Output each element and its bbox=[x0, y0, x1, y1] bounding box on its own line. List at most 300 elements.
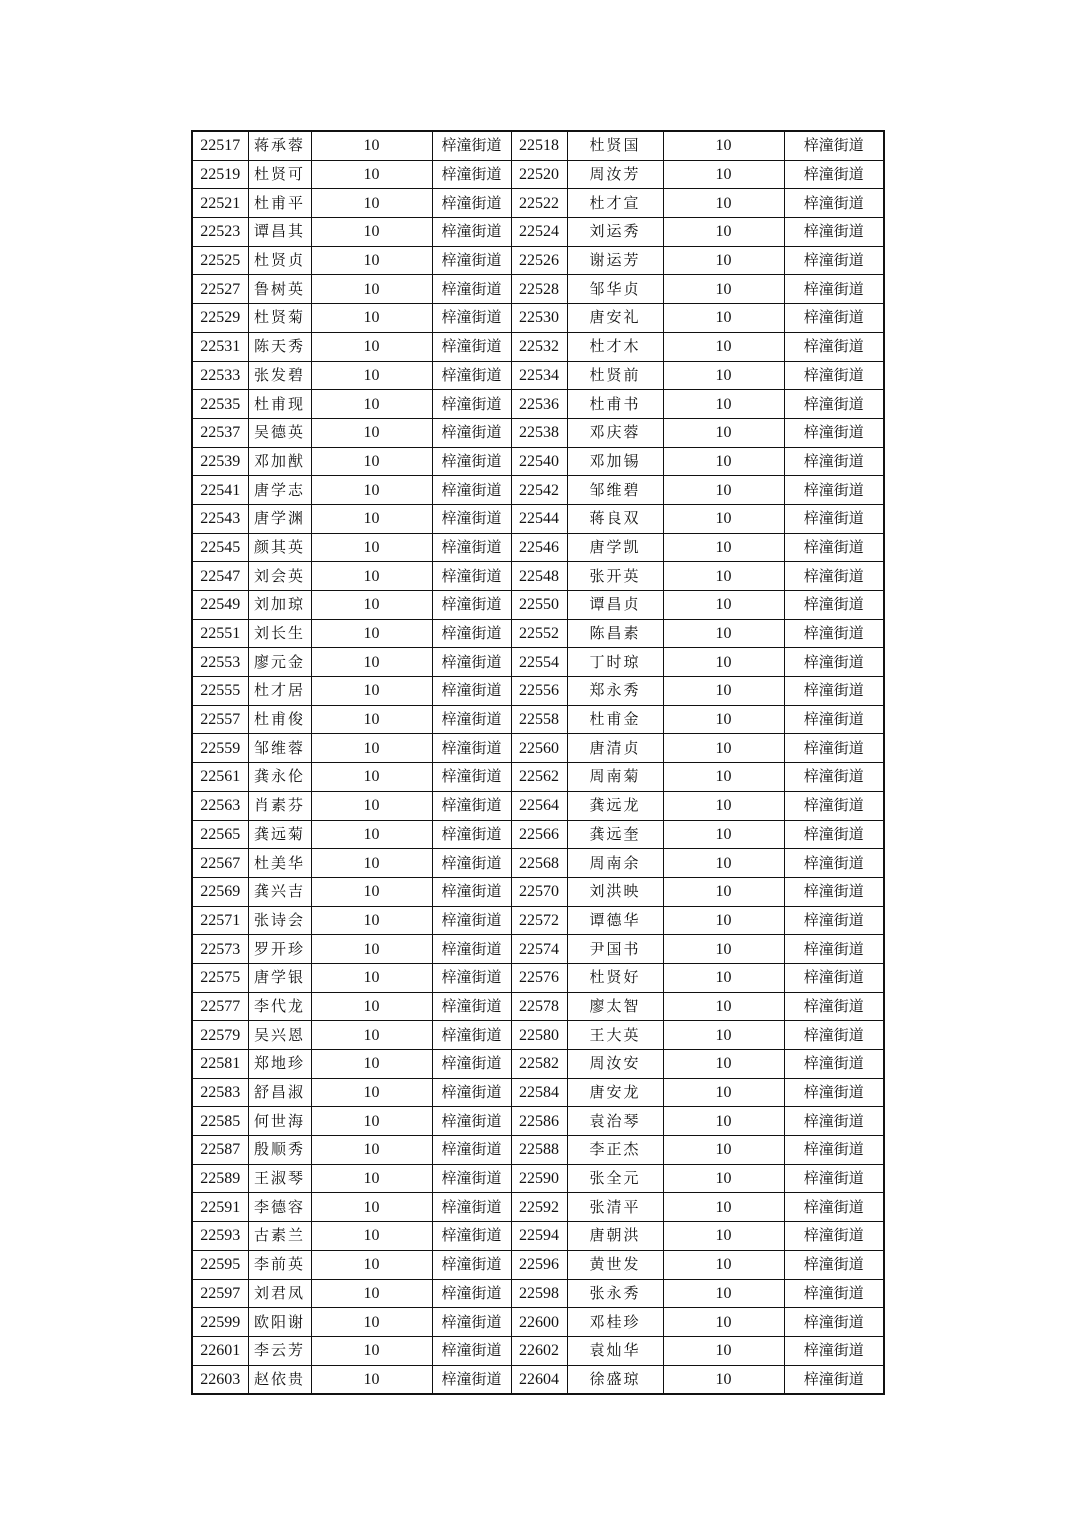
amount-value: 10 bbox=[311, 1136, 432, 1165]
street-name: 梓潼街道 bbox=[432, 275, 511, 304]
amount-value: 10 bbox=[663, 131, 784, 160]
record-number: 22598 bbox=[511, 1279, 567, 1308]
street-name: 梓潼街道 bbox=[784, 1136, 884, 1165]
amount-value: 10 bbox=[311, 591, 432, 620]
record-number: 22552 bbox=[511, 619, 567, 648]
record-number: 22534 bbox=[511, 361, 567, 390]
amount-value: 10 bbox=[663, 1107, 784, 1136]
person-name: 杜贤前 bbox=[567, 361, 663, 390]
record-number: 22582 bbox=[511, 1050, 567, 1079]
person-name: 周汝安 bbox=[567, 1050, 663, 1079]
record-number: 22578 bbox=[511, 992, 567, 1021]
street-name: 梓潼街道 bbox=[784, 1279, 884, 1308]
person-name: 杜才宣 bbox=[567, 189, 663, 218]
amount-value: 10 bbox=[311, 160, 432, 189]
amount-value: 10 bbox=[311, 418, 432, 447]
street-name: 梓潼街道 bbox=[432, 1193, 511, 1222]
street-name: 梓潼街道 bbox=[784, 963, 884, 992]
amount-value: 10 bbox=[311, 562, 432, 591]
table-row bbox=[192, 677, 884, 706]
street-name: 梓潼街道 bbox=[432, 1136, 511, 1165]
amount-value: 10 bbox=[311, 1164, 432, 1193]
person-name: 刘君凤 bbox=[248, 1279, 311, 1308]
street-name: 梓潼街道 bbox=[432, 218, 511, 247]
record-number: 22555 bbox=[192, 677, 248, 706]
amount-value: 10 bbox=[663, 648, 784, 677]
table-row bbox=[192, 246, 884, 275]
record-number: 22545 bbox=[192, 533, 248, 562]
street-name: 梓潼街道 bbox=[432, 504, 511, 533]
record-number: 22523 bbox=[192, 218, 248, 247]
street-name: 梓潼街道 bbox=[432, 705, 511, 734]
person-name: 丁时琼 bbox=[567, 648, 663, 677]
amount-value: 10 bbox=[311, 705, 432, 734]
street-name: 梓潼街道 bbox=[432, 849, 511, 878]
amount-value: 10 bbox=[311, 763, 432, 792]
amount-value: 10 bbox=[663, 1222, 784, 1251]
person-name: 鲁树英 bbox=[248, 275, 311, 304]
person-name: 刘会英 bbox=[248, 562, 311, 591]
street-name: 梓潼街道 bbox=[784, 218, 884, 247]
person-name: 张开英 bbox=[567, 562, 663, 591]
table-row bbox=[192, 533, 884, 562]
table-row bbox=[192, 275, 884, 304]
amount-value: 10 bbox=[663, 906, 784, 935]
record-number: 22520 bbox=[511, 160, 567, 189]
amount-value: 10 bbox=[663, 418, 784, 447]
street-name: 梓潼街道 bbox=[784, 160, 884, 189]
street-name: 梓潼街道 bbox=[432, 189, 511, 218]
record-number: 22541 bbox=[192, 476, 248, 505]
table-row bbox=[192, 877, 884, 906]
person-name: 王大英 bbox=[567, 1021, 663, 1050]
amount-value: 10 bbox=[663, 1279, 784, 1308]
amount-value: 10 bbox=[663, 476, 784, 505]
record-number: 22569 bbox=[192, 877, 248, 906]
amount-value: 10 bbox=[663, 1078, 784, 1107]
record-number: 22544 bbox=[511, 504, 567, 533]
amount-value: 10 bbox=[311, 1250, 432, 1279]
table-row bbox=[192, 705, 884, 734]
record-number: 22589 bbox=[192, 1164, 248, 1193]
record-number: 22550 bbox=[511, 591, 567, 620]
amount-value: 10 bbox=[663, 763, 784, 792]
person-name: 殷顺秀 bbox=[248, 1136, 311, 1165]
street-name: 梓潼街道 bbox=[432, 963, 511, 992]
street-name: 梓潼街道 bbox=[784, 562, 884, 591]
amount-value: 10 bbox=[663, 160, 784, 189]
person-name: 黄世发 bbox=[567, 1250, 663, 1279]
amount-value: 10 bbox=[663, 218, 784, 247]
record-number: 22580 bbox=[511, 1021, 567, 1050]
amount-value: 10 bbox=[311, 877, 432, 906]
table-row bbox=[192, 820, 884, 849]
amount-value: 10 bbox=[663, 935, 784, 964]
street-name: 梓潼街道 bbox=[784, 189, 884, 218]
record-number: 22574 bbox=[511, 935, 567, 964]
person-name: 唐安龙 bbox=[567, 1078, 663, 1107]
street-name: 梓潼街道 bbox=[432, 332, 511, 361]
amount-value: 10 bbox=[663, 619, 784, 648]
person-name: 赵依贵 bbox=[248, 1365, 311, 1394]
record-number: 22549 bbox=[192, 591, 248, 620]
table-row bbox=[192, 361, 884, 390]
record-number: 22525 bbox=[192, 246, 248, 275]
street-name: 梓潼街道 bbox=[784, 906, 884, 935]
person-name: 杜贤贞 bbox=[248, 246, 311, 275]
amount-value: 10 bbox=[311, 1279, 432, 1308]
table-row bbox=[192, 906, 884, 935]
record-number: 22567 bbox=[192, 849, 248, 878]
record-number: 22540 bbox=[511, 447, 567, 476]
person-name: 陈昌素 bbox=[567, 619, 663, 648]
amount-value: 10 bbox=[311, 189, 432, 218]
roster-table bbox=[191, 130, 885, 1395]
table-row bbox=[192, 1136, 884, 1165]
person-name: 杜美华 bbox=[248, 849, 311, 878]
amount-value: 10 bbox=[311, 619, 432, 648]
table-row bbox=[192, 476, 884, 505]
street-name: 梓潼街道 bbox=[784, 447, 884, 476]
person-name: 杜甫俊 bbox=[248, 705, 311, 734]
amount-value: 10 bbox=[311, 332, 432, 361]
amount-value: 10 bbox=[311, 1308, 432, 1337]
person-name: 张全元 bbox=[567, 1164, 663, 1193]
record-number: 22579 bbox=[192, 1021, 248, 1050]
record-number: 22583 bbox=[192, 1078, 248, 1107]
street-name: 梓潼街道 bbox=[784, 705, 884, 734]
street-name: 梓潼街道 bbox=[784, 418, 884, 447]
person-name: 龚远奎 bbox=[567, 820, 663, 849]
record-number: 22551 bbox=[192, 619, 248, 648]
table-row bbox=[192, 648, 884, 677]
amount-value: 10 bbox=[663, 504, 784, 533]
record-number: 22576 bbox=[511, 963, 567, 992]
amount-value: 10 bbox=[663, 1136, 784, 1165]
person-name: 谢运芳 bbox=[567, 246, 663, 275]
person-name: 王淑琴 bbox=[248, 1164, 311, 1193]
record-number: 22560 bbox=[511, 734, 567, 763]
record-number: 22546 bbox=[511, 533, 567, 562]
record-number: 22517 bbox=[192, 131, 248, 160]
record-number: 22566 bbox=[511, 820, 567, 849]
amount-value: 10 bbox=[663, 361, 784, 390]
amount-value: 10 bbox=[663, 1336, 784, 1365]
street-name: 梓潼街道 bbox=[784, 591, 884, 620]
street-name: 梓潼街道 bbox=[784, 849, 884, 878]
street-name: 梓潼街道 bbox=[784, 1222, 884, 1251]
table-row bbox=[192, 1336, 884, 1365]
record-number: 22530 bbox=[511, 304, 567, 333]
street-name: 梓潼街道 bbox=[784, 504, 884, 533]
record-number: 22572 bbox=[511, 906, 567, 935]
street-name: 梓潼街道 bbox=[432, 131, 511, 160]
amount-value: 10 bbox=[663, 1164, 784, 1193]
amount-value: 10 bbox=[311, 791, 432, 820]
table-row bbox=[192, 963, 884, 992]
street-name: 梓潼街道 bbox=[432, 763, 511, 792]
street-name: 梓潼街道 bbox=[784, 361, 884, 390]
record-number: 22519 bbox=[192, 160, 248, 189]
person-name: 龚远菊 bbox=[248, 820, 311, 849]
person-name: 龚永伦 bbox=[248, 763, 311, 792]
person-name: 谭德华 bbox=[567, 906, 663, 935]
table-row bbox=[192, 218, 884, 247]
table-row bbox=[192, 619, 884, 648]
street-name: 梓潼街道 bbox=[432, 591, 511, 620]
person-name: 杜甫书 bbox=[567, 390, 663, 419]
street-name: 梓潼街道 bbox=[784, 648, 884, 677]
roster-body bbox=[192, 131, 884, 1394]
person-name: 李德容 bbox=[248, 1193, 311, 1222]
amount-value: 10 bbox=[663, 304, 784, 333]
person-name: 邓庆蓉 bbox=[567, 418, 663, 447]
person-name: 古素兰 bbox=[248, 1222, 311, 1251]
record-number: 22565 bbox=[192, 820, 248, 849]
street-name: 梓潼街道 bbox=[784, 1164, 884, 1193]
record-number: 22604 bbox=[511, 1365, 567, 1394]
amount-value: 10 bbox=[311, 304, 432, 333]
amount-value: 10 bbox=[311, 1021, 432, 1050]
street-name: 梓潼街道 bbox=[432, 304, 511, 333]
table-row bbox=[192, 304, 884, 333]
amount-value: 10 bbox=[663, 791, 784, 820]
table-row bbox=[192, 390, 884, 419]
record-number: 22559 bbox=[192, 734, 248, 763]
table-row bbox=[192, 1164, 884, 1193]
amount-value: 10 bbox=[311, 275, 432, 304]
person-name: 龚兴吉 bbox=[248, 877, 311, 906]
person-name: 罗开珍 bbox=[248, 935, 311, 964]
amount-value: 10 bbox=[311, 1078, 432, 1107]
amount-value: 10 bbox=[311, 1050, 432, 1079]
person-name: 何世海 bbox=[248, 1107, 311, 1136]
person-name: 刘加琼 bbox=[248, 591, 311, 620]
street-name: 梓潼街道 bbox=[432, 1250, 511, 1279]
person-name: 张清平 bbox=[567, 1193, 663, 1222]
amount-value: 10 bbox=[311, 820, 432, 849]
amount-value: 10 bbox=[311, 218, 432, 247]
amount-value: 10 bbox=[663, 1250, 784, 1279]
person-name: 刘运秀 bbox=[567, 218, 663, 247]
street-name: 梓潼街道 bbox=[432, 1107, 511, 1136]
street-name: 梓潼街道 bbox=[784, 619, 884, 648]
record-number: 22596 bbox=[511, 1250, 567, 1279]
amount-value: 10 bbox=[663, 533, 784, 562]
street-name: 梓潼街道 bbox=[432, 791, 511, 820]
person-name: 邹华贞 bbox=[567, 275, 663, 304]
street-name: 梓潼街道 bbox=[432, 1164, 511, 1193]
table-row bbox=[192, 1050, 884, 1079]
person-name: 尹国书 bbox=[567, 935, 663, 964]
record-number: 22594 bbox=[511, 1222, 567, 1251]
person-name: 邓加锡 bbox=[567, 447, 663, 476]
amount-value: 10 bbox=[663, 992, 784, 1021]
amount-value: 10 bbox=[663, 1365, 784, 1394]
street-name: 梓潼街道 bbox=[784, 476, 884, 505]
street-name: 梓潼街道 bbox=[432, 1021, 511, 1050]
street-name: 梓潼街道 bbox=[784, 1078, 884, 1107]
amount-value: 10 bbox=[311, 390, 432, 419]
person-name: 唐学凯 bbox=[567, 533, 663, 562]
street-name: 梓潼街道 bbox=[784, 1107, 884, 1136]
record-number: 22537 bbox=[192, 418, 248, 447]
record-number: 22562 bbox=[511, 763, 567, 792]
person-name: 廖太智 bbox=[567, 992, 663, 1021]
record-number: 22568 bbox=[511, 849, 567, 878]
street-name: 梓潼街道 bbox=[784, 390, 884, 419]
street-name: 梓潼街道 bbox=[784, 1050, 884, 1079]
street-name: 梓潼街道 bbox=[784, 763, 884, 792]
person-name: 周南菊 bbox=[567, 763, 663, 792]
person-name: 杜甫金 bbox=[567, 705, 663, 734]
street-name: 梓潼街道 bbox=[432, 906, 511, 935]
amount-value: 10 bbox=[311, 1336, 432, 1365]
person-name: 吴德英 bbox=[248, 418, 311, 447]
person-name: 唐学渊 bbox=[248, 504, 311, 533]
person-name: 张发碧 bbox=[248, 361, 311, 390]
street-name: 梓潼街道 bbox=[432, 390, 511, 419]
table-row bbox=[192, 1078, 884, 1107]
person-name: 袁治琴 bbox=[567, 1107, 663, 1136]
record-number: 22581 bbox=[192, 1050, 248, 1079]
person-name: 蒋承蓉 bbox=[248, 131, 311, 160]
amount-value: 10 bbox=[311, 648, 432, 677]
record-number: 22595 bbox=[192, 1250, 248, 1279]
amount-value: 10 bbox=[311, 533, 432, 562]
person-name: 周南余 bbox=[567, 849, 663, 878]
person-name: 杜贤好 bbox=[567, 963, 663, 992]
table-row bbox=[192, 791, 884, 820]
table-row bbox=[192, 1193, 884, 1222]
table-row bbox=[192, 591, 884, 620]
amount-value: 10 bbox=[663, 963, 784, 992]
amount-value: 10 bbox=[663, 677, 784, 706]
amount-value: 10 bbox=[663, 877, 784, 906]
table-row bbox=[192, 1222, 884, 1251]
record-number: 22570 bbox=[511, 877, 567, 906]
street-name: 梓潼街道 bbox=[432, 476, 511, 505]
table-row bbox=[192, 1365, 884, 1394]
record-number: 22547 bbox=[192, 562, 248, 591]
record-number: 22575 bbox=[192, 963, 248, 992]
amount-value: 10 bbox=[311, 992, 432, 1021]
street-name: 梓潼街道 bbox=[784, 734, 884, 763]
amount-value: 10 bbox=[311, 1193, 432, 1222]
record-number: 22593 bbox=[192, 1222, 248, 1251]
street-name: 梓潼街道 bbox=[784, 1250, 884, 1279]
table-row bbox=[192, 447, 884, 476]
record-number: 22584 bbox=[511, 1078, 567, 1107]
amount-value: 10 bbox=[311, 1365, 432, 1394]
amount-value: 10 bbox=[663, 1308, 784, 1337]
person-name: 杜甫平 bbox=[248, 189, 311, 218]
person-name: 蒋良双 bbox=[567, 504, 663, 533]
record-number: 22564 bbox=[511, 791, 567, 820]
record-number: 22597 bbox=[192, 1279, 248, 1308]
amount-value: 10 bbox=[311, 1107, 432, 1136]
record-number: 22561 bbox=[192, 763, 248, 792]
record-number: 22529 bbox=[192, 304, 248, 333]
amount-value: 10 bbox=[311, 963, 432, 992]
person-name: 邹维蓉 bbox=[248, 734, 311, 763]
record-number: 22528 bbox=[511, 275, 567, 304]
amount-value: 10 bbox=[663, 246, 784, 275]
table-row bbox=[192, 504, 884, 533]
record-number: 22539 bbox=[192, 447, 248, 476]
amount-value: 10 bbox=[663, 275, 784, 304]
record-number: 22571 bbox=[192, 906, 248, 935]
amount-value: 10 bbox=[663, 591, 784, 620]
street-name: 梓潼街道 bbox=[784, 935, 884, 964]
amount-value: 10 bbox=[311, 504, 432, 533]
table-row bbox=[192, 935, 884, 964]
amount-value: 10 bbox=[311, 131, 432, 160]
table-row bbox=[192, 734, 884, 763]
street-name: 梓潼街道 bbox=[784, 275, 884, 304]
street-name: 梓潼街道 bbox=[432, 1050, 511, 1079]
record-number: 22587 bbox=[192, 1136, 248, 1165]
street-name: 梓潼街道 bbox=[432, 1078, 511, 1107]
table-row bbox=[192, 992, 884, 1021]
table-row bbox=[192, 849, 884, 878]
amount-value: 10 bbox=[311, 935, 432, 964]
person-name: 李云芳 bbox=[248, 1336, 311, 1365]
person-name: 廖元金 bbox=[248, 648, 311, 677]
person-name: 欧阳谢 bbox=[248, 1308, 311, 1337]
amount-value: 10 bbox=[663, 1193, 784, 1222]
person-name: 舒昌淑 bbox=[248, 1078, 311, 1107]
amount-value: 10 bbox=[663, 390, 784, 419]
table-row bbox=[192, 332, 884, 361]
street-name: 梓潼街道 bbox=[784, 131, 884, 160]
street-name: 梓潼街道 bbox=[432, 619, 511, 648]
person-name: 肖素芬 bbox=[248, 791, 311, 820]
record-number: 22592 bbox=[511, 1193, 567, 1222]
person-name: 郑永秀 bbox=[567, 677, 663, 706]
street-name: 梓潼街道 bbox=[432, 361, 511, 390]
street-name: 梓潼街道 bbox=[784, 1193, 884, 1222]
record-number: 22586 bbox=[511, 1107, 567, 1136]
record-number: 22601 bbox=[192, 1336, 248, 1365]
person-name: 刘长生 bbox=[248, 619, 311, 648]
street-name: 梓潼街道 bbox=[432, 734, 511, 763]
street-name: 梓潼街道 bbox=[432, 1365, 511, 1394]
amount-value: 10 bbox=[663, 332, 784, 361]
record-number: 22524 bbox=[511, 218, 567, 247]
person-name: 唐学银 bbox=[248, 963, 311, 992]
record-number: 22590 bbox=[511, 1164, 567, 1193]
street-name: 梓潼街道 bbox=[784, 677, 884, 706]
street-name: 梓潼街道 bbox=[784, 533, 884, 562]
street-name: 梓潼街道 bbox=[784, 877, 884, 906]
street-name: 梓潼街道 bbox=[432, 562, 511, 591]
street-name: 梓潼街道 bbox=[432, 1308, 511, 1337]
person-name: 邓桂珍 bbox=[567, 1308, 663, 1337]
person-name: 杜贤可 bbox=[248, 160, 311, 189]
record-number: 22556 bbox=[511, 677, 567, 706]
amount-value: 10 bbox=[311, 476, 432, 505]
amount-value: 10 bbox=[311, 447, 432, 476]
record-number: 22531 bbox=[192, 332, 248, 361]
street-name: 梓潼街道 bbox=[432, 447, 511, 476]
record-number: 22538 bbox=[511, 418, 567, 447]
person-name: 郑地珍 bbox=[248, 1050, 311, 1079]
record-number: 22543 bbox=[192, 504, 248, 533]
table-row bbox=[192, 1308, 884, 1337]
street-name: 梓潼街道 bbox=[784, 992, 884, 1021]
table-row bbox=[192, 1021, 884, 1050]
